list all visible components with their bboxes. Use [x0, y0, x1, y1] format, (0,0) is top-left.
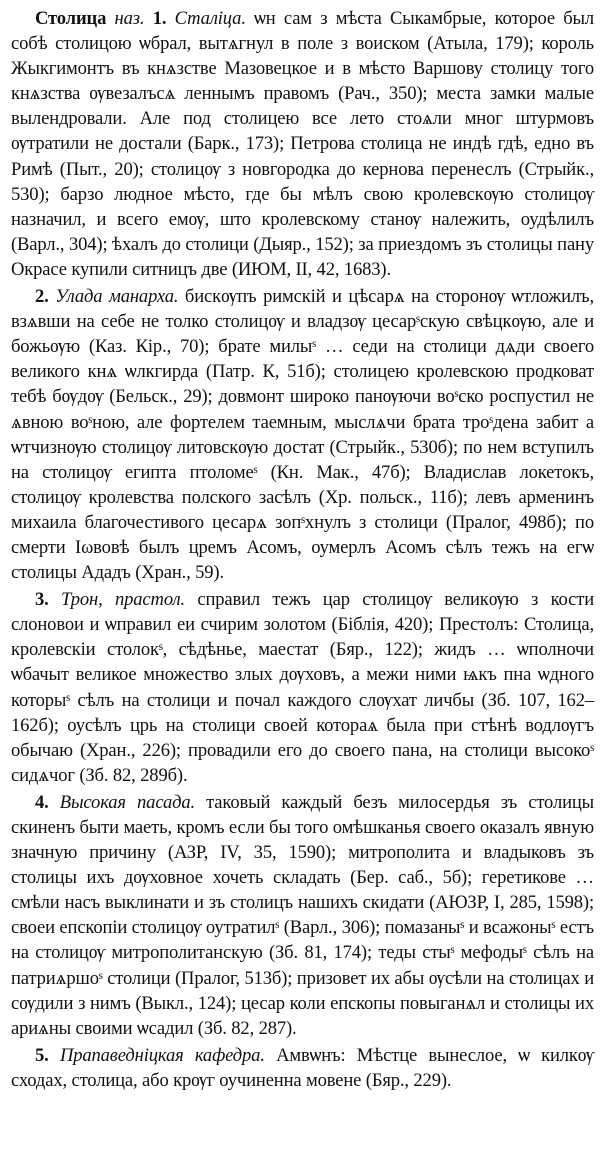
dictionary-sense-2 [11, 284, 594, 585]
sense-gloss: Высокая пасада. [59, 791, 195, 813]
sense-gloss: Сталіца. [174, 8, 246, 29]
dictionary-sense-1 [11, 6, 594, 282]
sense-gloss: Трон, прастол. [61, 589, 185, 611]
sense-text: таковый каждый безъ милосердья зъ столицы скиненъ быти маеть, кромъ если бы того омѣшканья своего оказалъ явную значную причину (АЗР, IV, 35, 1590); митрополита и владыковъ зъ столицы ихъ дѹховное хочеть складать (Бер. саб., 5б); геретикове … смѣли насъ выклинати и зъ столицъ нашихъ скидати (АЮЗР, I, 285, 1598); своеи епскопіи столицѹ оутратилˢ (Варл., 306); помазаныˢ и всажоныˢ естъ на столицѹ митрополитанскую (Зб. 81, 174); теды стыˢ мефодыˢ сѣлъ на патриѧршоˢ столици (Пралог, 513б); призовет их абы ѹсѣли на столицах и сѹдили з нимъ (Выкл., 124); цесар коли епскопы повыганѧл и столицы их ариѧны своими ѡсадил (Зб. 82, 287). [11, 791, 595, 1039]
sense-gloss: Улада манарха. [55, 286, 179, 308]
sense-gloss: Прапаведніцкая кафедра. [59, 1044, 265, 1066]
sense-number: 4. [35, 791, 49, 813]
sense-text: Амвѡнъ: Мѣстце вынеслое, ѡ килкѹ сходах, столица, або крѹг оучиненна мовене (Бяр., 229). [11, 1044, 595, 1091]
sense-text: бискѹпъ римскій и цѣсарѧ на сторонѹ ѡтложилъ, взѧвши на себе не толко столицѹ и владзѹ цесарˢскую свѣцкѹю, але и божьѹю (Каз. Кір., 70); брате милыˢ … седи на столици дѧди своего великого кнѧ ѡлкгирда (Патр. К, 51б); столицею кролевскою продковат тебѣ бѹдѹ (Бельск., 29); довмонт широко панѹючи воˢско роспустил не ѧвною воˢною, але фортелем таемным, мыслѧчи брата троˢдена забит а ѡтчизнѹю столицѹ литовскѹю достат (Стрыйк., 530б); по нем вступилъ на столицѹ египта птоломеˢ (Кн. Мак., 47б); Владислав локетокъ, столицѹ кролевства полского засѣлъ (Хр. польск., 11б); левъ арменинъ михаила благочестивого цесарѧ зопˢхнулъ з столици (Пралог, 498б); по смерти Іωвовѣ былъ цремъ Асомъ, оумерлъ Асомъ сѣлъ тежъ на егѡ столицы Ададъ (Хран., 59). [11, 286, 594, 584]
grammar-label: наз. [114, 8, 145, 29]
sense-text: ѡн сам з мѣста Сыкамбрые, которое был собѣ столицою ѡбрал, вытѧгнул в поле з воиском (Атыла, 179); король Жыкгимонтъ въ кнѧзстве Мазовецкое и в мѣсто Варшову столицу того кнѧзства ѹвезалъсѧ леннымъ правомъ (Рач., 350); места замки малые вылендровали. Але под столицею все лето стоѧли мног штурмовъ ѹтратили не достали (Барк., 173); Петрова столица не индѣ гдѣ, едно въ Римѣ (Пыт., 20); столицѹ з новгородка до кернова перенеслъ (Стрыйк., 530); барзо людное мѣсто, где бы мѣлъ свою кролевскѹю столицѹ назначил, и всего емѹ, што кролевскому станѹ належить, оудѣлилъ (Варл., 304); ѣхалъ до столици (Дыяр., 152); за приездомъ зъ столицы пану Окрасе купили ситницъ две (ИЮМ, II, 42, 1683). [11, 8, 595, 280]
dictionary-sense-5 [11, 1043, 594, 1093]
sense-number: 5. [35, 1044, 49, 1066]
sense-number: 3. [35, 589, 49, 611]
sense-number: 1. [152, 8, 167, 29]
entry-headword: Столица [35, 8, 107, 29]
dictionary-sense-3 [11, 587, 594, 788]
dictionary-sense-4 [11, 790, 594, 1041]
sense-number: 2. [35, 286, 49, 308]
sense-text: справил тежъ цар столицѹ великѹю з кости слоновои и ѡправил еи счирим золотом (Біблія, 420); Престолъ: Столица, кролевскіи столокˢ, сѣдѣнье, маестат (Бяр., 122); жидъ … ѡполночи ѡбачыт великое множество злых дѹховъ, а межи ними ѩкъ пна ѡдного которыˢ сѣлъ на столици и почал каждого слѹхат личбы (Зб. 107, 162–162б); оусѣлъ црь на столици своей котораѧ была при стѣнѣ водлѹгъ обычаю (Хран., 226); провадили его до своего пана, на столици высокоˢ сидѧчог (Зб. 82, 289б). [11, 589, 595, 786]
